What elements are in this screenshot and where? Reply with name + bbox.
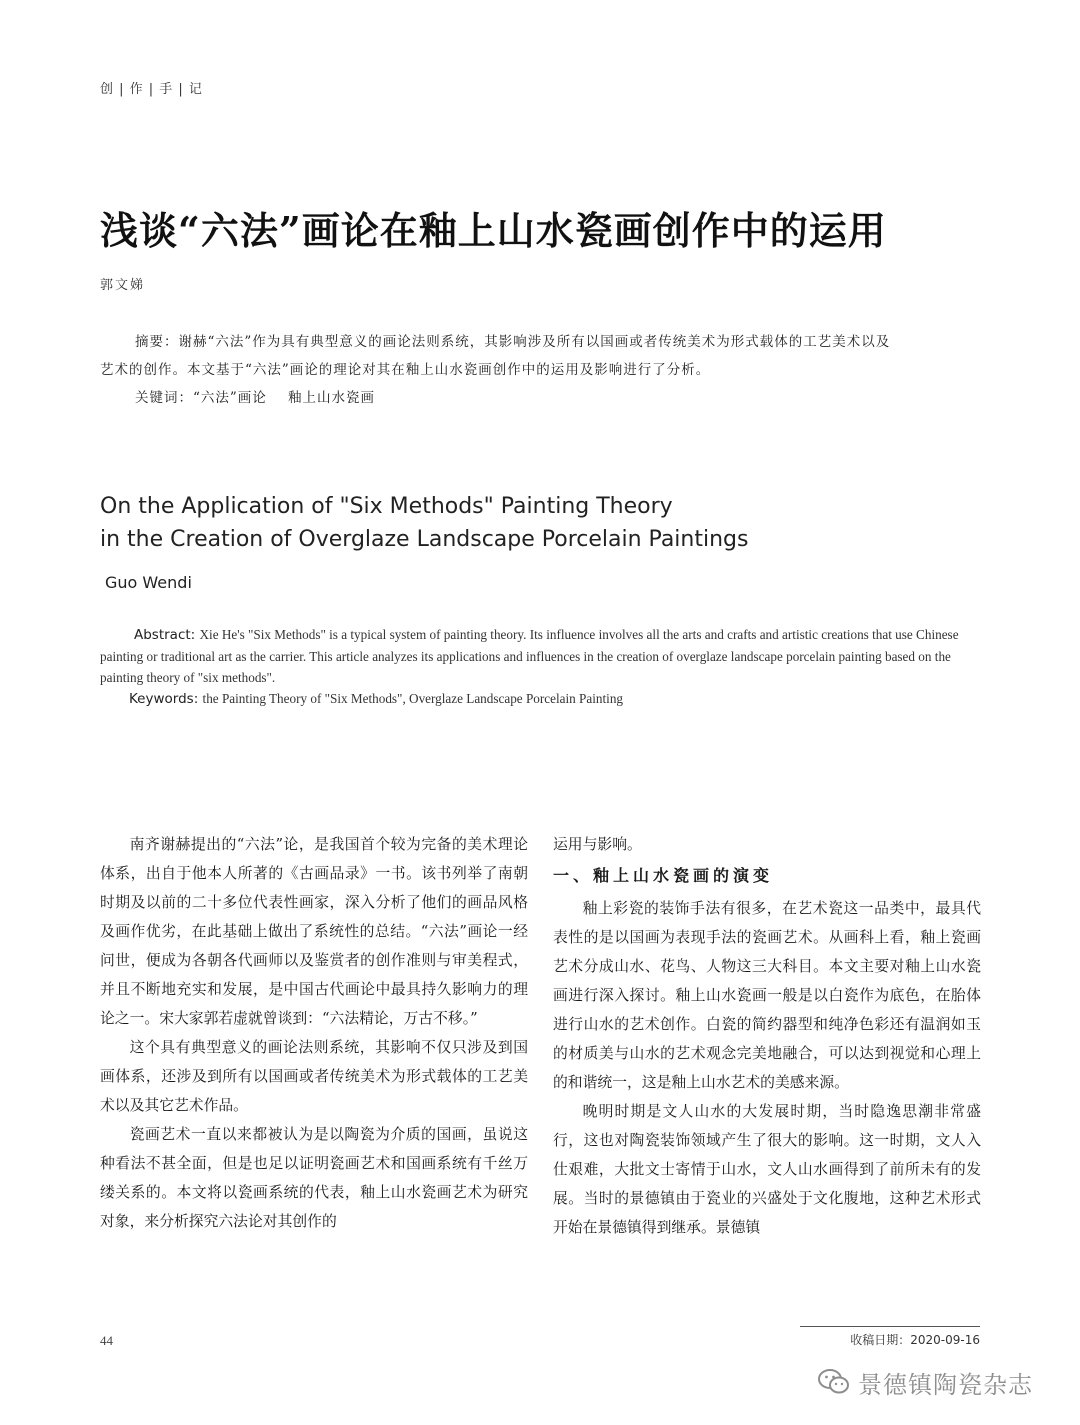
chinese-author: 郭文娣 (100, 278, 146, 293)
page-number: 44 (100, 1333, 113, 1348)
body-paragraph: 南齐谢赫提出的“六法”论，是我国首个较为完备的美术理论体系，出自于他本人所著的《古画品录》一书。该书列举了南朝时期及以前的二十多位代表性画家，深入分析了他们的画品风格及画作优劣，在此基础上做出了系统性的总结。“六法”画论一经问世，便成为各朝各代画师以及鉴赏者的创作准则与审美程式，并且不断地充实和发展，是中国古代画论中最具持久影响力的理论之一。宋大家郭若虚就曾谈到：“六法精论，万古不移。” (100, 836, 528, 1027)
chinese-abstract-line1 (100, 328, 980, 356)
english-abstract-label: Abstract: (134, 627, 200, 643)
body-left-column (100, 830, 528, 1236)
english-title (100, 490, 980, 556)
english-keywords (100, 688, 980, 710)
chinese-keywords-label: 关键词： (135, 390, 193, 406)
chinese-abstract-line2: 艺术的创作。本文基于“六法”画论的理论对其在釉上山水瓷画创作中的运用及影响进行了分析。 (100, 362, 711, 378)
english-abstract-text: Xie He's "Six Methods" is a typical system of painting theory. Its influence involves all the arts and crafts and artistic creations that use Chinese painting or traditional art as the carrier. This article analyzes its applications and influences in the creation of overglaze landscape porcelain painting based on the painting theory of "six methods". (100, 627, 959, 685)
english-abstract-paragraph (100, 624, 980, 688)
english-author: Guo Wendi (105, 573, 192, 592)
body-paragraph-continuation: 运用与影响。 (553, 836, 642, 853)
chinese-title: 浅谈“六法”画论在釉上山水瓷画创作中的运用 (100, 208, 887, 253)
chinese-abstract (100, 328, 980, 412)
column-tag: 创 | 作 | 手 | 记 (100, 82, 203, 97)
received-date: 收稿日期：2020-09-16 (850, 1333, 980, 1347)
chinese-abstract-label: 摘要： (135, 334, 179, 350)
body-paragraph: 这个具有典型意义的画论法则系统，其影响不仅只涉及到国画体系，还涉及到所有以国画或者传统美术为形式载体的工艺美术以及其它艺术作品。 (100, 1039, 528, 1114)
body-paragraph: 釉上彩瓷的装饰手法有很多，在艺术瓷这一品类中，最具代表性的是以国画为表现手法的瓷画艺术。从画科上看，釉上瓷画艺术分成山水、花鸟、人物这三大科目。本文主要对釉上山水瓷画进行深入探讨。釉上山水瓷画一般是以白瓷作为底色，在胎体进行山水的艺术创作。白瓷的简约器型和纯净色彩还有温润如玉的材质美与山水的艺术观念完美地融合，可以达到视觉和心理上的和谐统一，这是釉上山水艺术的美感来源。 (553, 900, 981, 1091)
english-keywords-text: the Painting Theory of "Six Methods", Overglaze Landscape Porcelain Painting (202, 691, 624, 706)
section-heading: 一、釉上山水瓷画的演变 (553, 866, 774, 885)
watermark (818, 1362, 1033, 1402)
chinese-keywords-text: “六法”画论 釉上山水瓷画 (193, 390, 375, 406)
english-abstract (100, 624, 980, 710)
english-title-line1: On the Application of "Six Methods" Painting Theory (100, 494, 673, 519)
body-paragraph: 晚明时期是文人山水的大发展时期，当时隐逸思潮非常盛行，这也对陶瓷装饰领域产生了很大的影响。这一时期，文人入仕艰难，大批文士寄情于山水，文人山水画得到了前所未有的发展。当时的景德镇由于瓷业的兴盛处于文化腹地，这种艺术形式开始在景德镇得到继承。景德镇 (553, 1103, 981, 1236)
body-right-column (553, 830, 981, 1242)
body-paragraph: 瓷画艺术一直以来都被认为是以陶瓷为介质的国画，虽说这种看法不甚全面，但是也足以证明瓷画艺术和国画系统有千丝万缕关系的。本文将以瓷画系统的代表，釉上山水瓷画艺术为研究对象，来分析探究六法论对其创作的 (100, 1126, 528, 1230)
english-keywords-label: Keywords: (129, 691, 203, 707)
chinese-keywords (100, 384, 980, 412)
english-title-line2: in the Creation of Overglaze Landscape Porcelain Paintings (100, 527, 749, 552)
chinese-abstract-text1: 谢赫“六法”作为具有典型意义的画论法则系统，其影响涉及所有以国画或者传统美术为形式载体的工艺美术以及 (178, 334, 891, 350)
footnote-rule (800, 1326, 980, 1327)
watermark-text: 景德镇陶瓷杂志 (858, 1370, 1033, 1399)
wechat-icon (818, 1369, 850, 1395)
